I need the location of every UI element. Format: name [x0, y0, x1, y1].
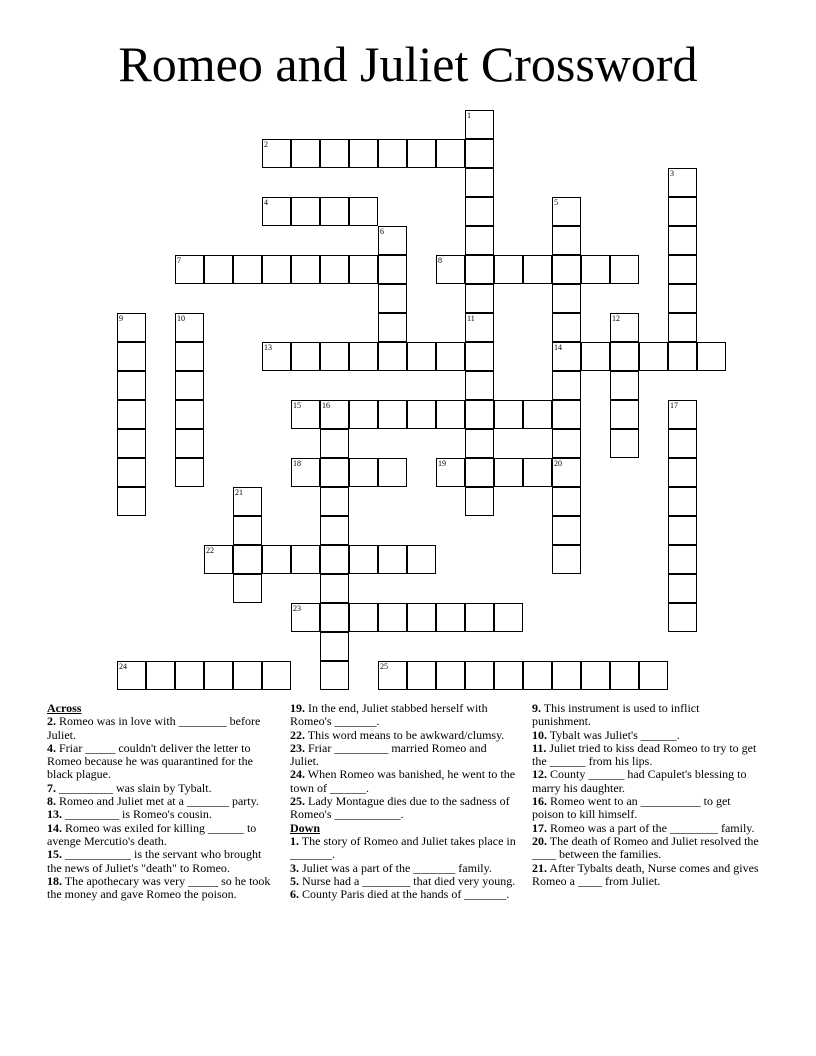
grid-cell[interactable]: [668, 458, 697, 487]
clue-item: [47, 782, 275, 795]
cell-number: 3: [670, 169, 674, 178]
clue-number: 23.: [290, 740, 305, 755]
grid-cell[interactable]: [668, 168, 697, 197]
grid-cell[interactable]: [291, 197, 320, 226]
grid-cell[interactable]: [378, 545, 407, 574]
cell-number: 7: [177, 256, 181, 265]
cell-number: 13: [264, 343, 272, 352]
grid-cell[interactable]: [552, 661, 581, 690]
clue-item: [47, 848, 275, 875]
grid-cell[interactable]: [349, 139, 378, 168]
grid-cell[interactable]: [320, 139, 349, 168]
clue-text: _________ is Romeo's cousin.: [65, 807, 212, 822]
grid-cell[interactable]: [320, 632, 349, 661]
grid-cell[interactable]: [320, 255, 349, 284]
clue-text: Romeo was a part of the ________ family.: [550, 820, 755, 835]
grid-cell[interactable]: [436, 458, 465, 487]
grid-cell[interactable]: [262, 197, 291, 226]
clue-number: 5.: [290, 873, 299, 888]
cell-number: 21: [235, 488, 243, 497]
grid-cell[interactable]: [378, 603, 407, 632]
grid-cell[interactable]: [204, 545, 233, 574]
cell-number: 14: [554, 343, 562, 352]
grid-cell[interactable]: [349, 400, 378, 429]
grid-cell[interactable]: [494, 400, 523, 429]
grid-cell[interactable]: [610, 255, 639, 284]
grid-cell[interactable]: [668, 342, 697, 371]
grid-cell[interactable]: [436, 661, 465, 690]
clues-column-3: [532, 702, 760, 888]
clue-number: 21.: [532, 860, 547, 875]
grid-cell[interactable]: [320, 545, 349, 574]
grid-cell[interactable]: [291, 458, 320, 487]
grid-cell[interactable]: [465, 661, 494, 690]
grid-cell[interactable]: [465, 342, 494, 371]
grid-cell[interactable]: [552, 226, 581, 255]
grid-cell[interactable]: [117, 661, 146, 690]
grid-cell[interactable]: [668, 313, 697, 342]
grid-cell[interactable]: [465, 487, 494, 516]
grid-cell[interactable]: [378, 226, 407, 255]
grid-cell[interactable]: [552, 545, 581, 574]
grid-cell[interactable]: [291, 255, 320, 284]
grid-cell[interactable]: [407, 545, 436, 574]
grid-cell[interactable]: [320, 342, 349, 371]
grid-cell[interactable]: [175, 458, 204, 487]
grid-cell[interactable]: [320, 603, 349, 632]
grid-cell[interactable]: [552, 487, 581, 516]
grid-cell[interactable]: [465, 458, 494, 487]
grid-cell[interactable]: [349, 603, 378, 632]
grid-cell[interactable]: [610, 661, 639, 690]
grid-cell[interactable]: [378, 284, 407, 313]
grid-cell[interactable]: [349, 342, 378, 371]
grid-cell[interactable]: [233, 487, 262, 516]
clue-text: Lady Montague dies due to the sadness of Romeo's ___________.: [290, 794, 510, 822]
grid-cell[interactable]: [320, 458, 349, 487]
grid-cell[interactable]: [465, 226, 494, 255]
grid-cell[interactable]: [233, 255, 262, 284]
grid-cell[interactable]: [291, 545, 320, 574]
clue-item: [290, 888, 518, 901]
grid-cell[interactable]: [175, 313, 204, 342]
grid-cell[interactable]: [407, 139, 436, 168]
clue-number: 3.: [290, 860, 299, 875]
grid-cell[interactable]: [436, 603, 465, 632]
grid-cell[interactable]: [117, 371, 146, 400]
clue-text: In the end, Juliet stabbed herself with Romeo's _______.: [290, 701, 488, 729]
clue-text: The story of Romeo and Juliet takes place in _______.: [290, 833, 516, 862]
grid-cell[interactable]: [175, 400, 204, 429]
clue-text: Romeo was exiled for killing ______ to avenge Mercutio's death.: [47, 820, 257, 848]
grid-cell[interactable]: [494, 255, 523, 284]
cell-number: 8: [438, 256, 442, 265]
grid-cell[interactable]: [668, 226, 697, 255]
clue-number: 25.: [290, 794, 305, 809]
grid-cell[interactable]: [523, 400, 552, 429]
grid-cell[interactable]: [552, 516, 581, 545]
clue-item: [532, 702, 760, 729]
grid-cell[interactable]: [117, 458, 146, 487]
clue-number: 24.: [290, 767, 305, 782]
grid-cell[interactable]: [465, 371, 494, 400]
clue-text: Romeo and Juliet met at a _______ party.: [59, 794, 259, 809]
clue-item: [47, 715, 275, 742]
grid-cell[interactable]: [320, 661, 349, 690]
clue-item: [290, 795, 518, 822]
grid-cell[interactable]: [436, 342, 465, 371]
clue-number: 6.: [290, 887, 299, 902]
grid-cell[interactable]: [610, 400, 639, 429]
clue-number: 18.: [47, 873, 62, 888]
clue-item: [532, 862, 760, 889]
clues-column-2: [290, 702, 518, 901]
clue-item: [532, 768, 760, 795]
grid-cell[interactable]: [175, 342, 204, 371]
clue-item: [532, 729, 760, 742]
grid-cell[interactable]: [291, 342, 320, 371]
cell-number: 11: [467, 314, 475, 323]
grid-cell[interactable]: [204, 661, 233, 690]
clue-number: 22.: [290, 727, 305, 742]
grid-cell[interactable]: [349, 545, 378, 574]
cell-number: 25: [380, 662, 388, 671]
grid-cell[interactable]: [378, 255, 407, 284]
grid-cell[interactable]: [436, 139, 465, 168]
clue-text: Nurse had a ________ that died very young.: [302, 873, 516, 888]
cell-number: 6: [380, 227, 384, 236]
across-heading: Across: [47, 701, 82, 715]
clue-number: 14.: [47, 820, 62, 835]
grid-cell[interactable]: [262, 255, 291, 284]
clue-text: This instrument is used to inflict punishment.: [532, 701, 700, 729]
grid-cell[interactable]: [320, 400, 349, 429]
grid-cell[interactable]: [552, 429, 581, 458]
grid-cell[interactable]: [523, 661, 552, 690]
grid-cell[interactable]: [320, 516, 349, 545]
cell-number: 18: [293, 459, 301, 468]
grid-cell[interactable]: [320, 487, 349, 516]
grid-cell[interactable]: [349, 197, 378, 226]
page-title: Romeo and Juliet Crossword: [118, 36, 698, 92]
grid-cell[interactable]: [697, 342, 726, 371]
grid-cell[interactable]: [378, 458, 407, 487]
cell-number: 2: [264, 140, 268, 149]
clue-number: 11.: [532, 740, 547, 755]
cell-number: 1: [467, 111, 471, 120]
clue-item: [290, 742, 518, 769]
clue-item: [290, 729, 518, 742]
grid-cell[interactable]: [668, 487, 697, 516]
clue-text: Juliet tried to kiss dead Romeo to try to get the ______ from his lips.: [532, 740, 757, 769]
grid-cell[interactable]: [581, 661, 610, 690]
clue-text: _________ was slain by Tybalt.: [59, 780, 212, 795]
clue-item: [47, 875, 275, 902]
clues-column-1: [47, 702, 275, 901]
grid-cell[interactable]: [407, 400, 436, 429]
grid-cell[interactable]: [146, 661, 175, 690]
grid-cell[interactable]: [465, 284, 494, 313]
clue-number: 20.: [532, 833, 547, 848]
cell-number: 4: [264, 198, 268, 207]
grid-cell[interactable]: [233, 661, 262, 690]
cell-number: 19: [438, 459, 446, 468]
clue-item: [47, 822, 275, 849]
down-heading: Down: [290, 820, 321, 835]
clue-text: Friar _________ married Romeo and Juliet.: [290, 740, 487, 769]
grid-cell[interactable]: [175, 255, 204, 284]
grid-cell[interactable]: [610, 371, 639, 400]
grid-cell[interactable]: [668, 574, 697, 603]
clue-number: 16.: [532, 794, 547, 809]
cell-number: 24: [119, 662, 127, 671]
grid-cell[interactable]: [349, 458, 378, 487]
grid-cell[interactable]: [175, 429, 204, 458]
grid-cell[interactable]: [291, 400, 320, 429]
grid-cell[interactable]: [378, 400, 407, 429]
grid-cell[interactable]: [233, 545, 262, 574]
cell-number: 22: [206, 546, 214, 555]
cell-number: 20: [554, 459, 562, 468]
grid-cell[interactable]: [436, 400, 465, 429]
grid-cell[interactable]: [291, 603, 320, 632]
grid-cell[interactable]: [262, 139, 291, 168]
clue-number: 1.: [290, 833, 299, 848]
grid-cell[interactable]: [465, 400, 494, 429]
grid-cell[interactable]: [552, 342, 581, 371]
clue-item: [290, 768, 518, 795]
grid-cell[interactable]: [378, 342, 407, 371]
clue-text: When Romeo was banished, he went to the town of ______.: [290, 767, 516, 795]
grid-cell[interactable]: [117, 313, 146, 342]
grid-cell[interactable]: [407, 603, 436, 632]
grid-cell[interactable]: [117, 487, 146, 516]
grid-cell[interactable]: [552, 284, 581, 313]
grid-cell[interactable]: [581, 255, 610, 284]
grid-cell[interactable]: [552, 197, 581, 226]
grid-cell[interactable]: [610, 313, 639, 342]
grid-cell[interactable]: [291, 139, 320, 168]
grid-cell[interactable]: [465, 255, 494, 284]
clue-text: County ______ had Capulet's blessing to marry his daughter.: [532, 767, 747, 795]
clue-text: After Tybalts death, Nurse comes and gives Romeo a ____ from Juliet.: [532, 860, 759, 888]
clue-item: [47, 742, 275, 782]
grid-cell[interactable]: [407, 661, 436, 690]
grid-cell[interactable]: [233, 516, 262, 545]
grid-cell[interactable]: [494, 603, 523, 632]
cell-number: 5: [554, 198, 558, 207]
clue-number: 15.: [47, 847, 62, 862]
grid-cell[interactable]: [320, 197, 349, 226]
grid-cell[interactable]: [349, 255, 378, 284]
grid-cell[interactable]: [523, 458, 552, 487]
clue-number: 19.: [290, 701, 305, 715]
clue-item: [532, 742, 760, 769]
grid-cell[interactable]: [523, 255, 552, 284]
clue-text: The apothecary was very _____ so he took the money and gave Romeo the poison.: [47, 873, 271, 902]
grid-cell[interactable]: [117, 400, 146, 429]
grid-cell[interactable]: [668, 284, 697, 313]
grid-cell[interactable]: [175, 371, 204, 400]
grid-cell[interactable]: [465, 313, 494, 342]
grid-cell[interactable]: [117, 429, 146, 458]
clue-item: [290, 875, 518, 888]
grid-cell[interactable]: [262, 342, 291, 371]
clue-text: Tybalt was Juliet's ______.: [549, 727, 680, 742]
grid-cell[interactable]: [552, 458, 581, 487]
grid-cell[interactable]: [552, 313, 581, 342]
clue-item: [290, 835, 518, 862]
grid-cell[interactable]: [465, 168, 494, 197]
grid-cell[interactable]: [552, 400, 581, 429]
grid-cell[interactable]: [552, 255, 581, 284]
clue-text: ___________ is the servant who brought the news of Juliet's "death" to Romeo.: [47, 847, 262, 875]
clue-number: 13.: [47, 807, 62, 822]
clue-item: [532, 835, 760, 862]
clue-item: [532, 822, 760, 835]
grid-cell[interactable]: [668, 429, 697, 458]
cell-number: 17: [670, 401, 678, 410]
grid-cell[interactable]: [494, 458, 523, 487]
clue-item: [290, 862, 518, 875]
cell-number: 16: [322, 401, 330, 410]
grid-cell[interactable]: [668, 400, 697, 429]
cell-number: 9: [119, 314, 123, 323]
grid-cell[interactable]: [262, 661, 291, 690]
grid-cell[interactable]: [668, 603, 697, 632]
grid-cell[interactable]: [204, 255, 233, 284]
clue-text: Friar _____ couldn't deliver the letter to Romeo because he was quarantined for the black plague.: [47, 740, 253, 782]
grid-cell[interactable]: [494, 661, 523, 690]
grid-cell[interactable]: [378, 139, 407, 168]
cell-number: 12: [612, 314, 620, 323]
clue-text: This word means to be awkward/clumsy.: [307, 727, 505, 742]
grid-cell[interactable]: [668, 516, 697, 545]
grid-cell[interactable]: [639, 661, 668, 690]
grid-cell[interactable]: [668, 197, 697, 226]
grid-cell[interactable]: [639, 342, 668, 371]
grid-cell[interactable]: [581, 342, 610, 371]
clue-number: 4.: [47, 740, 56, 755]
grid-cell[interactable]: [465, 603, 494, 632]
clue-text: County Paris died at the hands of _______.: [302, 887, 510, 902]
grid-cell[interactable]: [465, 429, 494, 458]
grid-cell[interactable]: [610, 429, 639, 458]
grid-cell[interactable]: [436, 255, 465, 284]
clue-number: 8.: [47, 794, 56, 809]
cell-number: 23: [293, 604, 301, 613]
grid-cell[interactable]: [378, 661, 407, 690]
cell-number: 10: [177, 314, 185, 323]
cell-number: 15: [293, 401, 301, 410]
clue-number: 2.: [47, 714, 56, 729]
grid-cell[interactable]: [552, 371, 581, 400]
grid-cell[interactable]: [175, 661, 204, 690]
clue-text: The death of Romeo and Juliet resolved the ____ between the families.: [532, 833, 759, 862]
grid-cell[interactable]: [465, 139, 494, 168]
grid-cell[interactable]: [668, 255, 697, 284]
grid-cell[interactable]: [233, 574, 262, 603]
grid-cell[interactable]: [320, 429, 349, 458]
clue-number: 17.: [532, 820, 547, 835]
grid-cell[interactable]: [407, 342, 436, 371]
clue-number: 7.: [47, 780, 56, 795]
grid-cell[interactable]: [117, 342, 146, 371]
clue-number: 10.: [532, 727, 547, 742]
clue-text: Romeo went to an __________ to get poison to kill himself.: [532, 794, 731, 822]
clue-item: [47, 808, 275, 821]
grid-cell[interactable]: [262, 545, 291, 574]
clue-number: 12.: [532, 767, 547, 782]
clue-item: [532, 795, 760, 822]
grid-cell[interactable]: [465, 197, 494, 226]
clue-text: Romeo was in love with ________ before Juliet.: [47, 714, 261, 742]
grid-cell[interactable]: [320, 574, 349, 603]
grid-cell[interactable]: [465, 110, 494, 139]
grid-cell[interactable]: [668, 545, 697, 574]
grid-cell[interactable]: [610, 342, 639, 371]
clue-text: Juliet was a part of the _______ family.: [302, 860, 492, 875]
clue-item: [290, 702, 518, 729]
grid-cell[interactable]: [378, 313, 407, 342]
clue-number: 9.: [532, 701, 541, 715]
clue-item: [47, 795, 275, 808]
